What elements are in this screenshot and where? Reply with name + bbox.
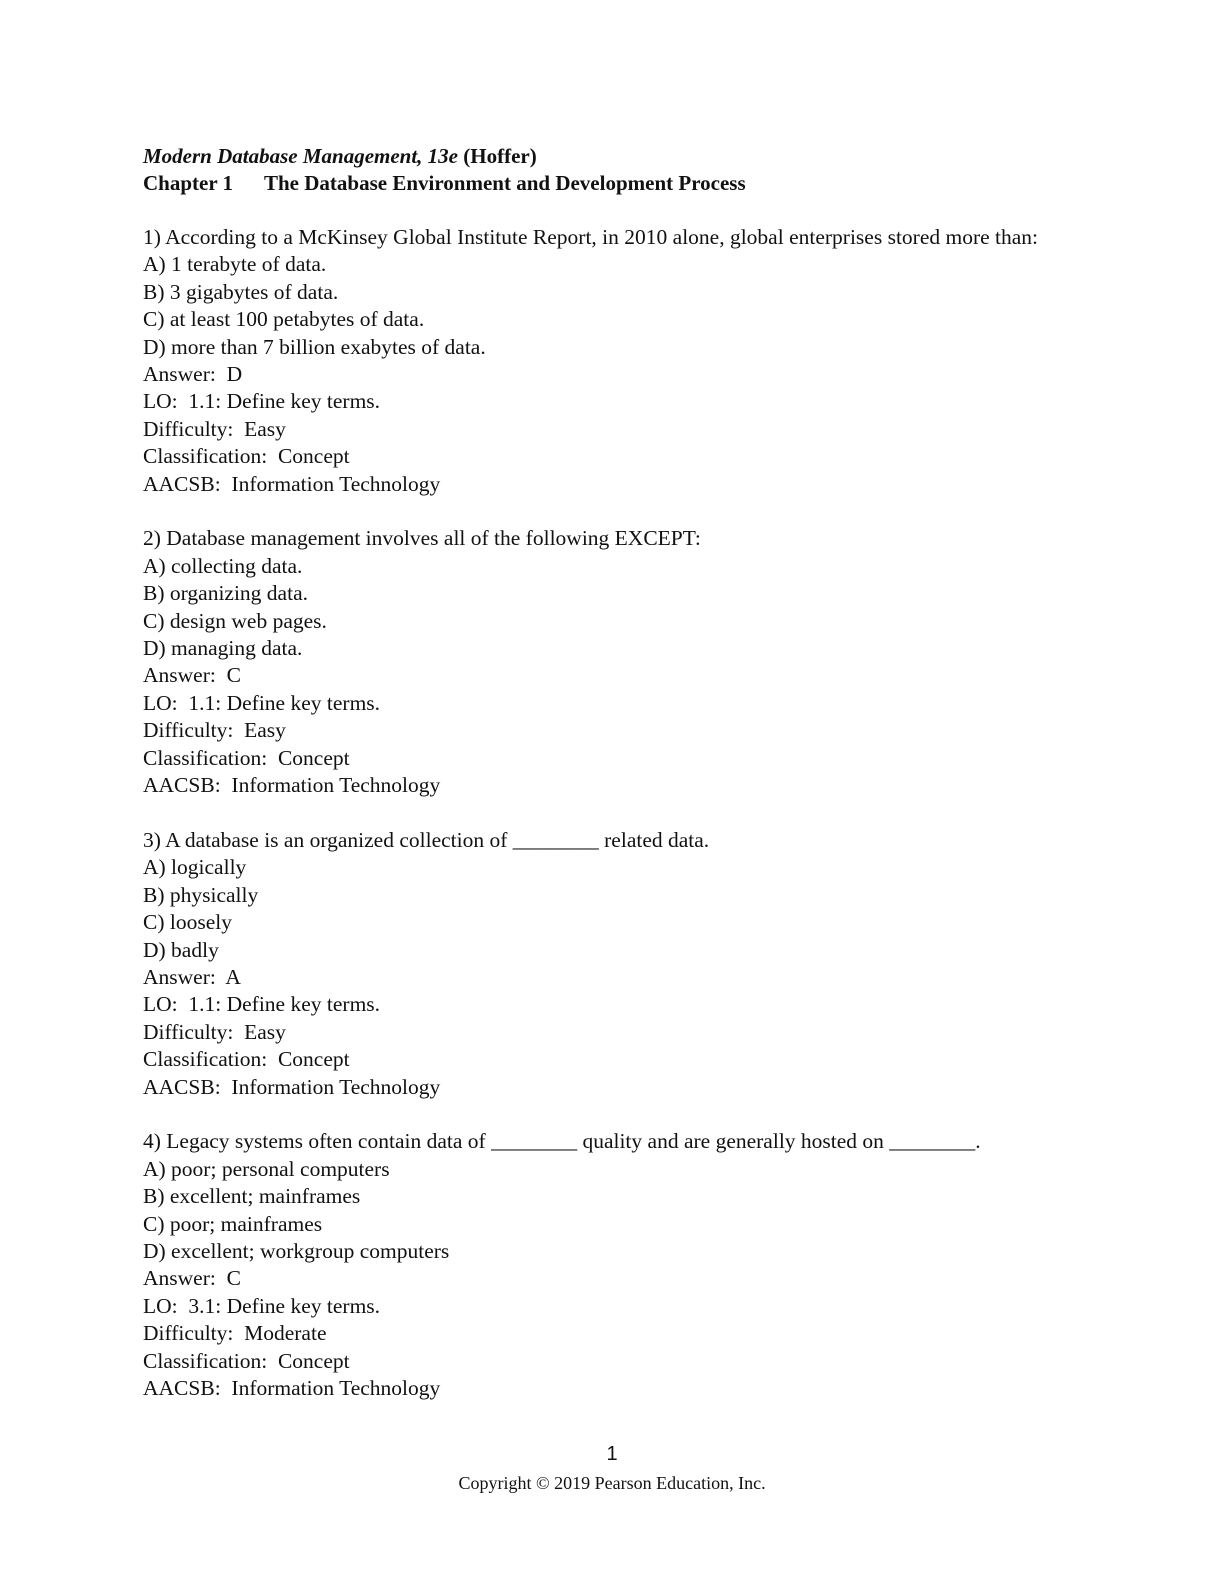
question-item — [143, 224, 1103, 498]
question-stem: 4) Legacy systems often contain data of ________ quality and are generally hosted on ________. — [143, 1129, 981, 1154]
answer-key: Answer: C — [143, 663, 241, 688]
difficulty: Difficulty: Easy — [143, 718, 286, 743]
question-item — [143, 1128, 1103, 1402]
chapter-title: The Database Environment and Development Process — [264, 171, 746, 195]
learning-objective: LO: 1.1: Define key terms. — [143, 690, 381, 715]
learning-objective: LO: 1.1: Define key terms. — [143, 389, 381, 414]
question-stem: 1) According to a McKinsey Global Institute Report, in 2010 alone, global enterprises stored more than: — [143, 225, 1039, 249]
book-title-line — [143, 143, 1103, 170]
question-stem: 2) Database management involves all of the following EXCEPT: — [143, 526, 701, 551]
answer-option: C) loosely — [143, 910, 232, 935]
question-stem: 3) A database is an organized collection of ________ related data. — [143, 827, 710, 852]
chapter-label: Chapter 1 — [143, 171, 234, 195]
answer-option: D) badly — [143, 937, 219, 962]
answer-option: B) physically — [143, 882, 259, 907]
answer-option: C) at least 100 petabytes of data. — [143, 307, 425, 332]
answer-option: C) design web pages. — [143, 608, 327, 633]
answer-option: D) excellent; workgroup computers — [143, 1238, 450, 1263]
aacsb: AACSB: Information Technology — [143, 1074, 441, 1099]
difficulty: Difficulty: Easy — [143, 416, 286, 441]
answer-key: Answer: A — [143, 964, 241, 989]
question-item — [143, 827, 1103, 1101]
answer-option: A) collecting data. — [143, 553, 303, 578]
aacsb: AACSB: Information Technology — [143, 1376, 441, 1401]
answer-option: D) more than 7 billion exabytes of data. — [143, 334, 486, 359]
page-number: 1 — [606, 1443, 618, 1465]
question-list — [143, 224, 1103, 1430]
aacsb: AACSB: Information Technology — [143, 471, 441, 496]
question-item — [143, 525, 1103, 799]
difficulty: Difficulty: Moderate — [143, 1321, 327, 1346]
answer-option: C) poor; mainframes — [143, 1211, 323, 1236]
answer-option: D) managing data. — [143, 636, 303, 661]
answer-key: Answer: C — [143, 1266, 241, 1291]
answer-option: A) logically — [143, 855, 247, 880]
answer-option: B) organizing data. — [143, 581, 308, 606]
answer-option: A) poor; personal computers — [143, 1156, 390, 1181]
difficulty: Difficulty: Easy — [143, 1019, 286, 1044]
aacsb: AACSB: Information Technology — [143, 773, 441, 798]
learning-objective: LO: 3.1: Define key terms. — [143, 1293, 381, 1318]
document-header — [143, 143, 1103, 197]
answer-option: B) 3 gigabytes of data. — [143, 279, 339, 304]
answer-key: Answer: D — [143, 362, 243, 387]
book-author: (Hoffer) — [458, 144, 537, 168]
classification: Classification: Concept — [143, 745, 350, 770]
answer-option: B) excellent; mainframes — [143, 1184, 361, 1209]
classification: Classification: Concept — [143, 1047, 350, 1072]
chapter-heading — [143, 170, 1103, 197]
classification: Classification: Concept — [143, 444, 350, 469]
learning-objective: LO: 1.1: Define key terms. — [143, 992, 381, 1017]
answer-option: A) 1 terabyte of data. — [143, 252, 327, 277]
copyright-notice: Copyright © 2019 Pearson Education, Inc. — [458, 1473, 766, 1493]
classification: Classification: Concept — [143, 1348, 350, 1373]
book-title: Modern Database Management, 13e — [143, 144, 458, 168]
